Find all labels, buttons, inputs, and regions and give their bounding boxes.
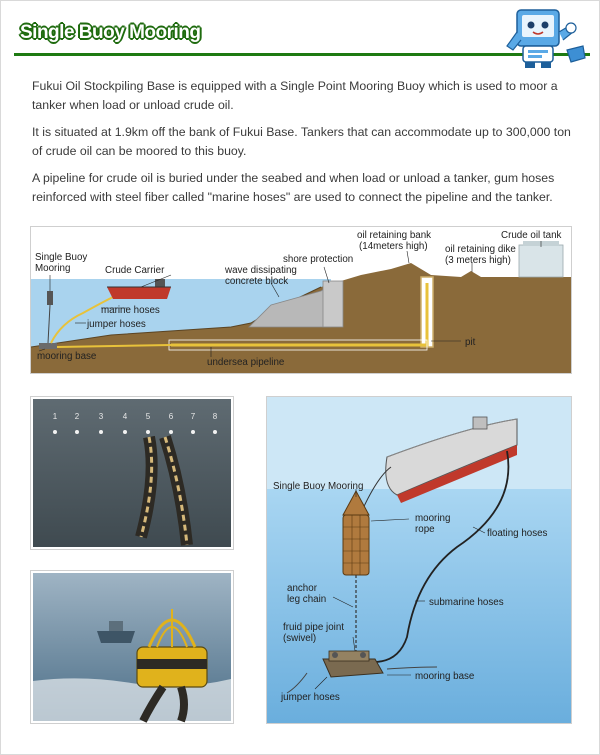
title-underline [14, 53, 590, 56]
crude-carrier-ship [107, 287, 171, 299]
label-swivel: (swivel) [283, 633, 317, 644]
buoy [47, 291, 53, 305]
hose-number-2: 2 [74, 412, 80, 421]
page-title: Single Buoy Mooring [20, 22, 201, 43]
label-fluid-pipe-joint: fruid pipe joint [283, 622, 344, 633]
label-mooring-base: mooring base [37, 351, 97, 362]
label-submarine-hoses: submarine hoses [429, 597, 504, 608]
crude-oil-tank [519, 245, 563, 277]
label-jumper-hoses: jumper hoses [87, 319, 146, 330]
label-concrete-block: concrete block [225, 276, 289, 287]
hose-number-5: 5 [145, 412, 151, 421]
label-marine-hoses: marine hoses [101, 305, 160, 316]
location-paragraph: It is situated at 1.9km off the bank of Fukui Base. Tankers that can accommodate up to 300,000 ton of crude oil can be moored to this buoy. [32, 125, 571, 158]
label-single-buoy-mooring: Single Buoy Mooring [273, 481, 364, 492]
hose-number-6: 6 [168, 412, 174, 421]
hose-number-4: 4 [122, 412, 128, 421]
label-dike-height: (3 meters high) [445, 255, 511, 266]
label-mooring-base: mooring base [415, 671, 475, 682]
mooring-base [39, 343, 57, 349]
pipeline-paragraph: A pipeline for crude oil is buried under the seabed and when load or unload a tanker, gum hoses reinforced with steel fiber called "marine hoses" are used to connect the pipeline and the tanker. [32, 171, 555, 204]
buoy-mooring-diagram [266, 396, 572, 724]
hose-number-7: 7 [190, 412, 196, 421]
label-single-buoy: Single Buoy [35, 252, 88, 263]
label-single-buoy-mooring: Mooring [35, 263, 71, 274]
buoy-cage [343, 515, 369, 575]
label-leg-chain: leg chain [287, 594, 327, 605]
label-shore-protection: shore protection [283, 254, 354, 265]
label-rope: rope [415, 524, 435, 535]
hoses-photo [30, 396, 234, 550]
hose-number-1: 1 [52, 412, 58, 421]
label-floating-hoses: floating hoses [487, 528, 548, 539]
label-crude-oil-tank: Crude oil tank [501, 230, 562, 241]
label-undersea-pipeline: undersea pipeline [207, 357, 285, 368]
intro-paragraph: Fukui Oil Stockpiling Base is equipped with a Single Point Mooring Buoy which is used to moor a tanker when load or unload crude oil. [32, 79, 558, 112]
label-crude-carrier: Crude Carrier [105, 265, 165, 276]
buoy-photo [30, 570, 234, 724]
label-mooring: mooring [415, 513, 451, 524]
label-oil-retaining-dike: oil retaining dike [445, 244, 516, 255]
label-oil-retaining-bank: oil retaining bank [357, 230, 432, 241]
mascot-robot-icon [505, 6, 591, 70]
label-wave-dissipating: wave dissipating [225, 265, 297, 276]
label-pit: pit [465, 337, 476, 348]
shore-protection-wall [323, 281, 343, 327]
hose-number-3: 3 [98, 412, 104, 421]
label-bank-height: (14meters high) [359, 241, 428, 252]
label-anchor: anchor [287, 583, 317, 594]
label-jumper-hoses: jumper hoses [281, 692, 340, 703]
hose-number-8: 8 [212, 412, 218, 421]
cross-section-diagram [30, 226, 572, 374]
